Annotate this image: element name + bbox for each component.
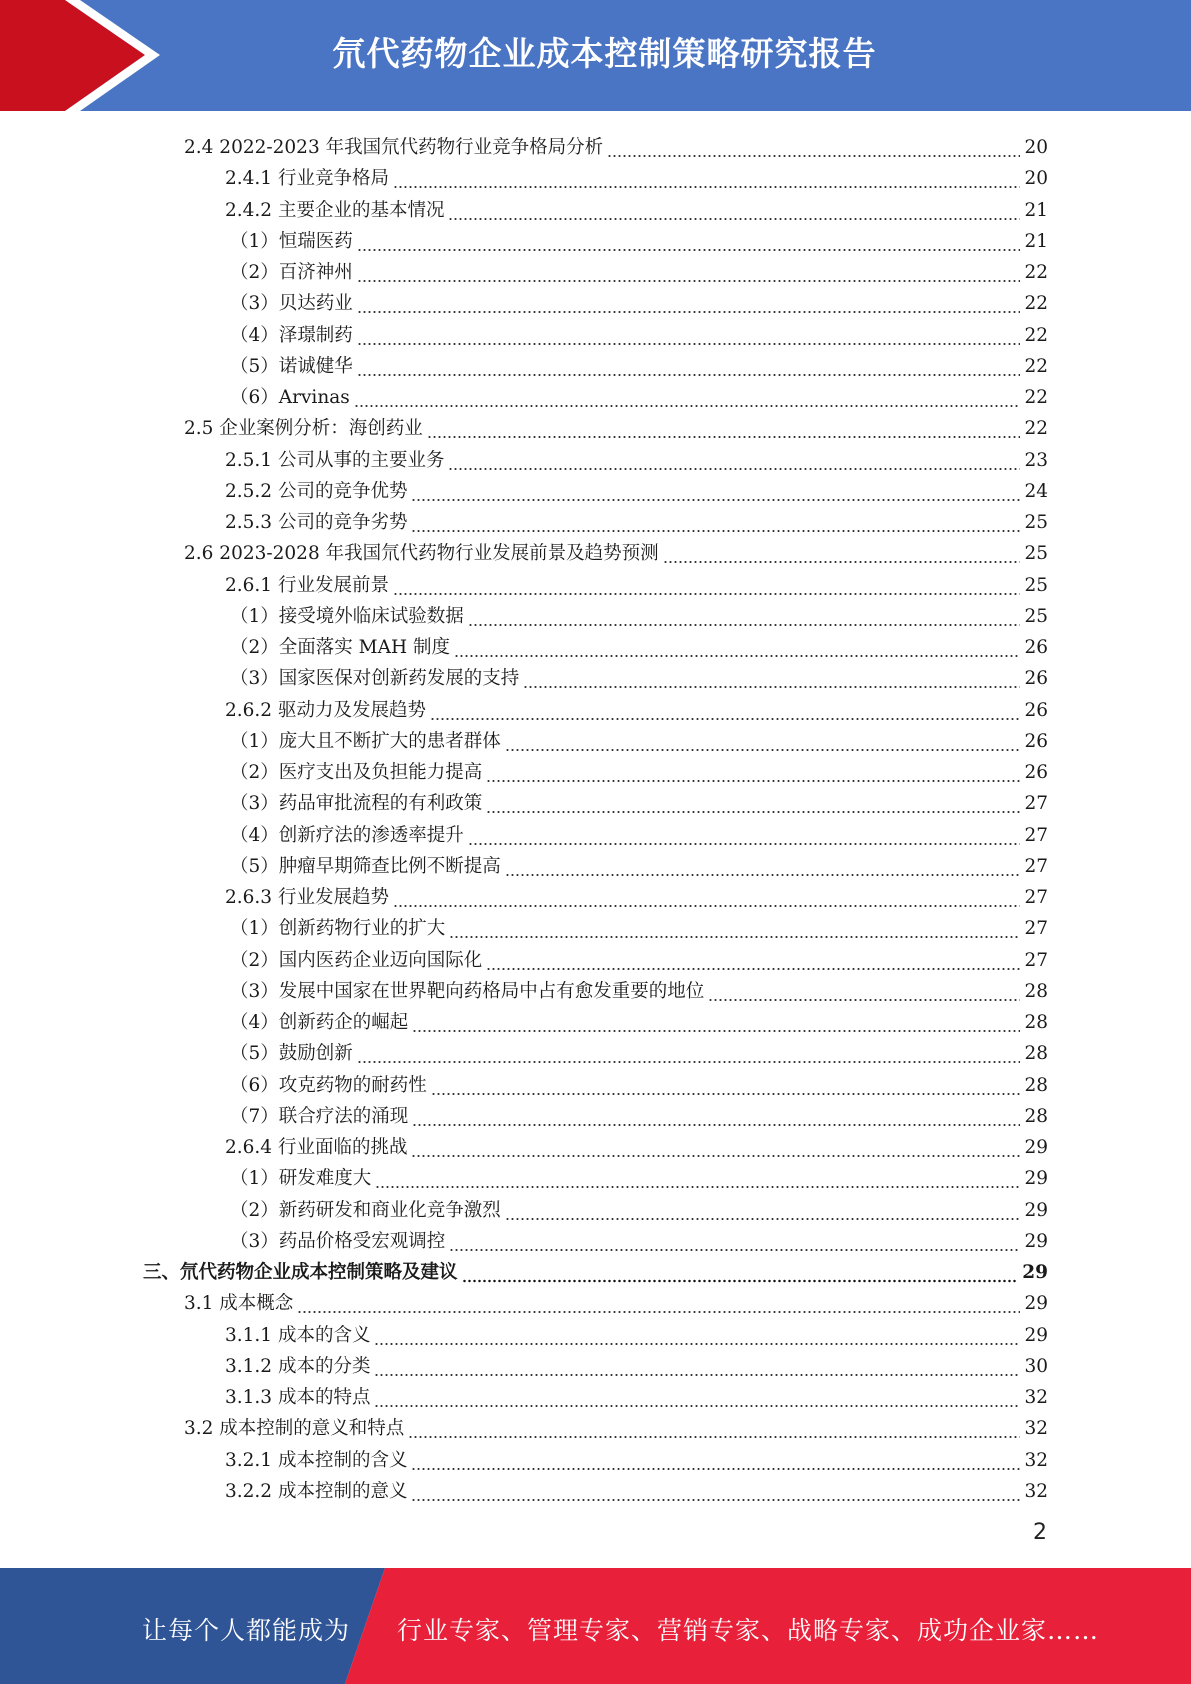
toc-leader-dots	[297, 1293, 1020, 1315]
toc-leader-dots	[430, 700, 1020, 722]
toc-entry-label: 2.6.1 行业发展前景	[225, 574, 389, 596]
toc-entry-label: （3）国家医保对创新药发展的支持	[230, 668, 520, 690]
toc-entry[interactable]	[230, 722, 1048, 753]
toc-entry[interactable]	[225, 472, 1048, 503]
toc-leader-dots	[408, 1418, 1020, 1440]
toc-entry[interactable]	[230, 1159, 1048, 1190]
toc-entry-label: 3.2.2 成本控制的意义	[225, 1480, 408, 1502]
toc-leader-dots	[357, 325, 1021, 347]
toc-leader-dots	[411, 1450, 1020, 1472]
toc-entry-label: 2.5 企业案例分析：海创药业	[184, 418, 423, 440]
toc-entry[interactable]	[230, 284, 1048, 315]
toc-entry-label: （4）创新药企的崛起	[230, 1012, 409, 1033]
toc-entry-label: 2.4.1 行业竞争格局	[225, 168, 389, 190]
toc-entry-label: （3）发展中国家在世界靶向药格局中占有愈发重要的地位	[230, 980, 705, 1002]
toc-entry-page: 29	[1024, 1324, 1048, 1346]
toc-leader-dots	[708, 981, 1020, 1003]
toc-entry[interactable]	[184, 534, 1048, 565]
toc-entry[interactable]	[225, 441, 1048, 472]
report-title: 氘代药物企业成本控制策略研究报告	[332, 34, 877, 73]
toc-entry-label: （2）全面落实 MAH 制度	[230, 637, 450, 658]
toc-leader-dots	[411, 1481, 1020, 1503]
toc-entry-label: （2）新药研发和商业化竞争激烈	[230, 1199, 501, 1221]
toc-entry-label: 2.4.2 主要企业的基本情况	[225, 199, 445, 221]
toc-leader-dots	[468, 825, 1021, 847]
toc-entry[interactable]	[230, 941, 1048, 972]
toc-entry-label: 三、氘代药物企业成本控制策略及建议	[143, 1262, 458, 1283]
toc-leader-dots	[357, 356, 1021, 378]
toc-leader-dots	[374, 1325, 1020, 1347]
toc-leader-dots	[393, 887, 1020, 909]
toc-entry-page: 29	[1022, 1262, 1048, 1283]
toc-leader-dots	[462, 1262, 1019, 1284]
toc-entry-page: 27	[1024, 887, 1048, 908]
toc-entry[interactable]	[225, 691, 1048, 722]
toc-leader-dots	[505, 731, 1021, 753]
toc-leader-dots	[357, 293, 1021, 315]
toc-entry-page: 25	[1024, 512, 1048, 533]
toc-entry-label: 3.1.1 成本的含义	[225, 1324, 371, 1346]
toc-entry-label: （1）接受境外临床试验数据	[230, 605, 464, 627]
toc-entry-page: 28	[1024, 1105, 1048, 1127]
toc-entry-label: （5）诺诚健华	[230, 355, 353, 377]
toc-entry[interactable]	[230, 1066, 1048, 1097]
toc-entry[interactable]	[225, 878, 1048, 909]
toc-entry[interactable]	[225, 1316, 1048, 1347]
toc-entry[interactable]	[230, 972, 1048, 1003]
toc-entry-label: （3）药品审批流程的有利政策	[230, 793, 483, 815]
toc-entry-page: 22	[1024, 387, 1048, 408]
toc-entry[interactable]	[230, 816, 1048, 847]
toc-entry-label: 2.6.3 行业发展趋势	[225, 887, 389, 908]
toc-leader-dots	[454, 637, 1020, 659]
toc-entry-label: 3.1 成本概念	[184, 1293, 294, 1315]
toc-leader-dots	[431, 1075, 1021, 1097]
toc-entry[interactable]	[225, 503, 1048, 534]
toc-leader-dots	[486, 950, 1020, 972]
toc-entry-page: 32	[1024, 1387, 1048, 1408]
toc-leader-dots	[449, 1231, 1020, 1253]
footer-banner	[0, 1568, 1191, 1684]
toc-entry-page: 29	[1024, 1230, 1048, 1252]
toc-entry-label: （5）肿瘤早期筛查比例不断提高	[230, 855, 501, 877]
toc-leader-dots	[375, 1168, 1020, 1190]
toc-entry-label: （4）泽璟制药	[230, 324, 353, 346]
toc-leader-dots	[411, 512, 1020, 534]
toc-entry[interactable]	[225, 1128, 1048, 1159]
toc-entry-page: 32	[1024, 1449, 1048, 1471]
toc-leader-dots	[411, 481, 1020, 503]
toc-entry[interactable]	[225, 191, 1048, 222]
toc-entry[interactable]	[225, 1347, 1048, 1378]
footer-slogan-left: 让每个人都能成为	[142, 1616, 351, 1645]
toc-entry-label: 3.2 成本控制的意义和特点	[184, 1418, 405, 1440]
toc-entry-label: 2.5.1 公司从事的主要业务	[225, 449, 445, 471]
toc-entry-page: 22	[1024, 355, 1048, 377]
toc-entry-label: （5）鼓励创新	[230, 1043, 353, 1065]
toc-entry-page: 20	[1024, 168, 1048, 190]
toc-entry-page: 26	[1024, 637, 1048, 658]
toc-entry-label: （4）创新疗法的渗透率提升	[230, 824, 464, 846]
toc-entry-page: 22	[1024, 293, 1048, 315]
toc-entry-label: （1）庞大且不断扩大的患者群体	[230, 730, 501, 752]
toc-entry-label: （1）创新药物行业的扩大	[230, 918, 446, 940]
toc-entry-page: 22	[1024, 418, 1048, 440]
toc-entry[interactable]	[230, 347, 1048, 378]
toc-entry-page: 29	[1024, 1199, 1048, 1221]
report-header	[0, 0, 1191, 111]
toc-entry[interactable]	[184, 1284, 1048, 1315]
toc-entry-page: 21	[1024, 199, 1048, 221]
toc-leader-dots	[357, 262, 1021, 284]
toc-entry-label: 2.6.4 行业面临的挑战	[225, 1137, 408, 1158]
toc-entry[interactable]	[230, 1034, 1048, 1065]
toc-entry-label: （2）医疗支出及负担能力提高	[230, 762, 483, 783]
toc-entry[interactable]	[230, 784, 1048, 815]
toc-entry-label: 2.5.2 公司的竞争优势	[225, 480, 408, 502]
toc-entry-page: 27	[1024, 855, 1048, 877]
toc-entry-page: 26	[1024, 699, 1048, 721]
toc-entry-page: 25	[1024, 605, 1048, 627]
toc-leader-dots	[411, 1137, 1020, 1159]
toc-entry-page: 27	[1024, 949, 1048, 971]
toc-entry-label: （1）研发难度大	[230, 1168, 372, 1190]
toc-entry-page: 32	[1024, 1418, 1048, 1440]
toc-leader-dots	[607, 137, 1020, 159]
toc-entry-label: （3）药品价格受宏观调控	[230, 1230, 446, 1252]
toc-entry-page: 21	[1024, 230, 1048, 252]
toc-leader-dots	[393, 575, 1020, 597]
toc-leader-dots	[663, 543, 1021, 565]
toc-entry-page: 27	[1024, 918, 1048, 940]
toc-entry[interactable]	[184, 409, 1048, 440]
toc-entry[interactable]	[225, 1441, 1048, 1472]
toc-entry-label: （3）贝达药业	[230, 293, 353, 315]
toc-entry-page: 24	[1024, 480, 1048, 502]
toc-leader-dots	[449, 918, 1020, 940]
toc-entry-page: 20	[1024, 137, 1048, 158]
toc-entry[interactable]	[225, 566, 1048, 597]
toc-entry[interactable]	[230, 659, 1048, 690]
toc-entry[interactable]	[230, 253, 1048, 284]
toc-leader-dots	[505, 856, 1021, 878]
toc-entry-page: 29	[1024, 1293, 1048, 1315]
toc-leader-dots	[468, 606, 1021, 628]
toc-entry-page: 26	[1024, 762, 1048, 783]
toc-entry[interactable]	[230, 222, 1048, 253]
toc-entry-page: 27	[1024, 793, 1048, 815]
toc-entry-page: 25	[1024, 574, 1048, 596]
toc-entry[interactable]	[230, 378, 1048, 409]
toc-entry-page: 25	[1024, 543, 1048, 565]
toc-entry-label: （7）联合疗法的涌现	[230, 1105, 409, 1127]
toc-leader-dots	[486, 762, 1020, 784]
toc-leader-dots	[374, 1387, 1020, 1409]
toc-entry[interactable]	[225, 159, 1048, 190]
toc-entry[interactable]	[230, 909, 1048, 940]
toc-leader-dots	[486, 793, 1020, 815]
toc-entry[interactable]	[230, 847, 1048, 878]
toc-entry-label: （6）Arvinas	[230, 387, 350, 408]
toc-entry[interactable]	[184, 1409, 1048, 1440]
toc-leader-dots	[412, 1106, 1020, 1128]
toc-leader-dots	[412, 1012, 1020, 1034]
toc-entry-page: 22	[1024, 324, 1048, 346]
toc-entry-label: （6）攻克药物的耐药性	[230, 1074, 427, 1096]
toc-entry[interactable]	[230, 628, 1048, 659]
toc-entry-label: 2.6.2 驱动力及发展趋势	[225, 699, 426, 721]
toc-entry-page: 30	[1024, 1355, 1048, 1377]
toc-entry[interactable]	[230, 1222, 1048, 1253]
toc-leader-dots	[448, 200, 1020, 222]
toc-leader-dots	[393, 168, 1020, 190]
toc-entry[interactable]	[184, 128, 1048, 159]
toc-entry[interactable]	[230, 1097, 1048, 1128]
page-number: 2	[1033, 1520, 1047, 1545]
toc-entry-page: 23	[1024, 449, 1048, 471]
toc-leader-dots	[427, 418, 1021, 440]
toc-entry-page: 32	[1024, 1480, 1048, 1502]
toc-entry-page: 29	[1024, 1137, 1048, 1158]
toc-entry[interactable]	[225, 1472, 1048, 1503]
toc-entry[interactable]	[230, 1003, 1048, 1034]
toc-leader-dots	[523, 668, 1020, 690]
toc-entry-label: （2）百济神州	[230, 262, 353, 283]
toc-entry[interactable]	[225, 1378, 1048, 1409]
toc-leader-dots	[357, 1043, 1021, 1065]
toc-entry[interactable]	[230, 1191, 1048, 1222]
toc-entry-label: 2.6 2023-2028 年我国氘代药物行业发展前景及趋势预测	[184, 543, 659, 565]
toc-entry-label: 3.1.3 成本的特点	[225, 1387, 371, 1408]
toc-leader-dots	[505, 1200, 1021, 1222]
toc-entry-page: 28	[1024, 980, 1048, 1002]
toc-entry[interactable]	[230, 753, 1048, 784]
toc-entry-page: 26	[1024, 730, 1048, 752]
toc-leader-dots	[448, 450, 1020, 472]
toc-entry-page: 26	[1024, 668, 1048, 690]
toc-leader-dots	[374, 1356, 1020, 1378]
toc-entry-label: 3.1.2 成本的分类	[225, 1355, 371, 1377]
toc-entry[interactable]	[230, 316, 1048, 347]
toc-entry-page: 28	[1024, 1012, 1048, 1033]
toc-entry[interactable]	[143, 1253, 1048, 1284]
toc-leader-dots	[357, 231, 1021, 253]
toc-entry-label: （1）恒瑞医药	[230, 230, 353, 252]
toc-entry-label: 2.5.3 公司的竞争劣势	[225, 512, 408, 533]
toc-entry-page: 22	[1024, 262, 1048, 283]
toc-entry-label: 2.4 2022-2023 年我国氘代药物行业竞争格局分析	[184, 137, 604, 158]
toc-entry-label: 3.2.1 成本控制的含义	[225, 1449, 408, 1471]
toc-leader-dots	[354, 387, 1021, 409]
footer-slogan-right: 行业专家、管理专家、营销专家、战略专家、成功企业家……	[397, 1616, 1100, 1645]
toc-entry-page: 28	[1024, 1074, 1048, 1096]
toc-entry[interactable]	[230, 597, 1048, 628]
toc-entry-page: 29	[1024, 1168, 1048, 1190]
toc-entry-page: 28	[1024, 1043, 1048, 1065]
toc-entry-label: （2）国内医药企业迈向国际化	[230, 949, 483, 971]
toc-entry-page: 27	[1024, 824, 1048, 846]
